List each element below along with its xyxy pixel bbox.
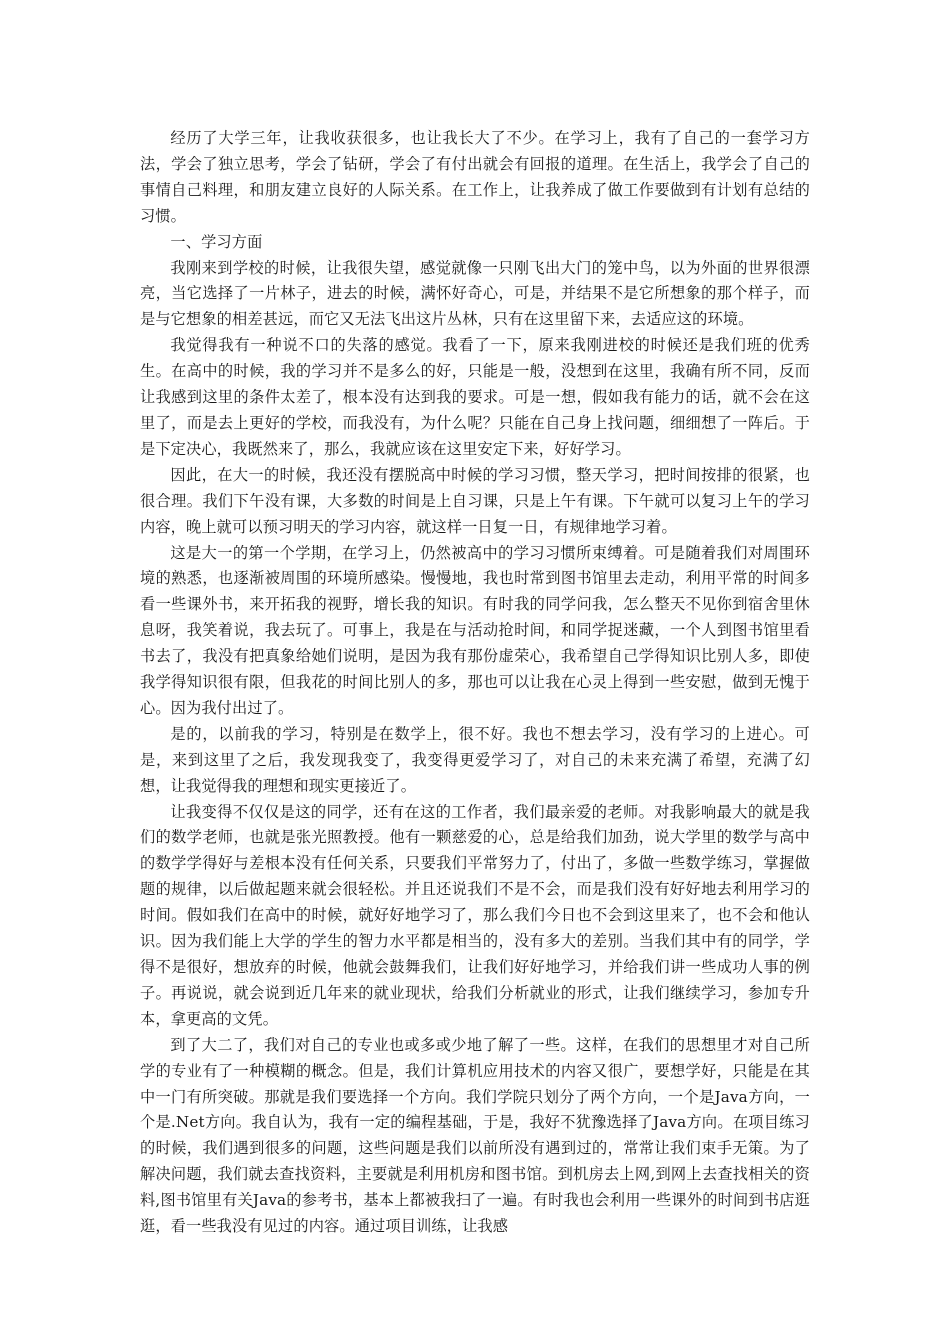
body-paragraph: 因此，在大一的时候，我还没有摆脱高中时候的学习习惯，整天学习，把时间按排的很紧，也很合理。我们下午没有课，大多数的时间是上自习课，只是上午有课。下午就可以复习上午的学习内容，晚上就可以预习明天的学习内容，就这样一日复一日，有规律地学习着。 [140,465,810,536]
document-body [140,126,810,1240]
section-heading-study: 一、学习方面 [170,232,263,251]
body-paragraph: 让我变得不仅仅是这的同学，还有在这的工作者，我们最亲爱的老师。对我影响最大的就是我们的数学老师，也就是张光照教授。他有一颗慈爱的心，总是给我们加劲，说大学里的数学与高中的数学学得好与差根本没有任何关系，只要我们平常努力了，付出了，多做一些数学练习，掌握做题的规律，以后做起题来就会很轻松。并且还说我们不是不会，而是我们没有好好地去利用学习的时间。假如我们在高中的时候，就好好地学习了，那么我们今日也不会到这里来了，也不会和他认识。因为我们能上大学的学生的智力水平都是相当的，没有多大的差别。当我们其中有的同学，学得不是很好，想放弃的时候，他就会鼓舞我们，让我们好好地学习，并给我们讲一些成功人事的例子。再说说，就会说到近几年来的就业现状，给我们分析就业的形式，让我们继续学习，参加专升本，拿更高的文凭。 [140,802,810,1028]
intro-paragraph: 经历了大学三年，让我收获很多，也让我长大了不少。在学习上，我有了自己的一套学习方法，学会了独立思考，学会了钻研，学会了有付出就会有回报的道理。在生活上，我学会了自己的事情自己料理，和朋友建立良好的人际关系。在工作上，让我养成了做工作要做到有计划有总结的习惯。 [140,129,810,225]
body-paragraph: 这是大一的第一个学期，在学习上，仍然被高中的学习习惯所束缚着。可是随着我们对周围环境的熟悉，也逐渐被周围的环境所感染。慢慢地，我也时常到图书馆里去走动，利用平常的时间多看一些课外书，来开拓我的视野，增长我的知识。有时我的同学问我，怎么整天不见你到宿舍里休息呀，我笑着说，我去玩了。可事上，我是在与活动抢时间，和同学捉迷藏，一个人到图书馆里看书去了，我没有把真象给她们说明，是因为我有那份虚荣心，我希望自己学得知识比别人多，即使我学得知识很有限，但我花的时间比别人的多，那也可以让我在心灵上得到一些安慰，做到无愧于心。因为我付出过了。 [140,543,810,717]
body-paragraph: 我刚来到学校的时候，让我很失望，感觉就像一只刚飞出大门的笼中鸟，以为外面的世界很漂亮，当它选择了一片林子，进去的时候，满怀好奇心，可是，并结果不是它所想象的那个样子，而是与它想象的相差甚远，而它又无法飞出这片丛林，只有在这里留下来，去适应这的环境。 [140,258,810,329]
body-paragraph: 我觉得我有一种说不口的失落的感觉。我看了一下，原来我刚进校的时候还是我们班的优秀生。在高中的时候，我的学习并不是多么的好，只能是一般，没想到在这里，我确有所不同，反而让我感到这里的条件太差了，根本没有达到我的要求。可是一想，假如我有能力的话，就不会在这里了，而是去上更好的学校，而我没有，为什么呢？只能在自己身上找问题，细细想了一阵后。于是下定决心，我既然来了，那么，我就应该在这里安定下来，好好学习。 [140,336,810,458]
body-paragraph: 是的，以前我的学习，特别是在数学上，很不好。我也不想去学习，没有学习的上进心。可是，来到这里了之后，我发现我变了，我变得更爱学习了，对自己的未来充满了希望，充满了幻想，让我觉得我的理想和现实更接近了。 [140,724,810,795]
body-paragraph: 到了大二了，我们对自己的专业也或多或少地了解了一些。这样，在我们的思想里才对自己所学的专业有了一种模糊的概念。但是，我们计算机应用技术的内容又很广，要想学好，只能是在其中一门有所突破。那就是我们要选择一个方向。我们学院只划分了两个方向，一个是Java方向，一个是.Net方向。我自认为，我有一定的编程基础，于是，我好不犹豫选择了Java方向。在项目练习的时候，我们遇到很多的问题，这些问题是我们以前所没有遇到过的，常常让我们束手无策。为了解决问题，我们就去查找资料，主要就是利用机房和图书馆。到机房去上网,到网上去查找相关的资料,图书馆里有关Java的参考书，基本上都被我扫了一遍。有时我也会利用一些课外的时间到书店逛逛，看一些我没有见过的内容。通过项目训练，让我感 [140,1035,810,1236]
